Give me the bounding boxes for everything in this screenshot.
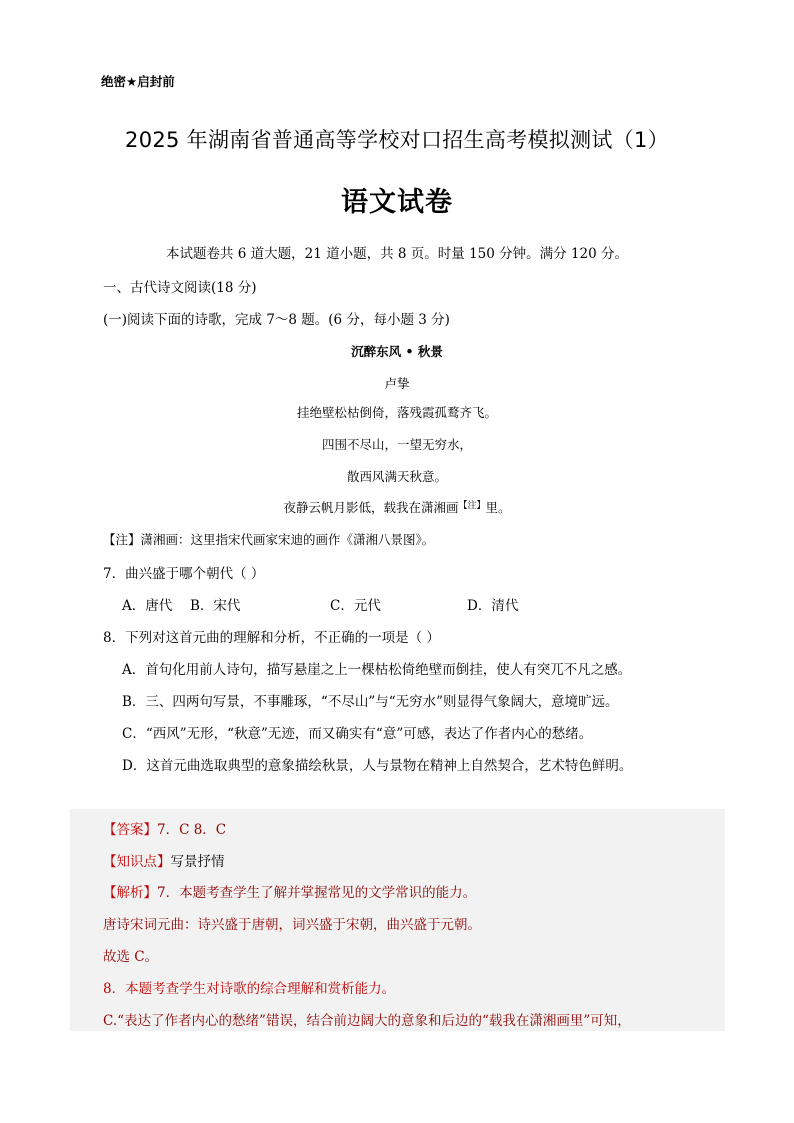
answer-line bbox=[103, 818, 226, 838]
knowledge-line bbox=[103, 850, 225, 870]
poem-author: 卢挚 bbox=[384, 376, 410, 391]
question-8-option-c: C．“西风”无形，“秋意”无迹，而又确实有“意”可感，表达了作者内心的愁绪。 bbox=[122, 726, 593, 742]
confidential-mark: 绝密★启封前 bbox=[101, 74, 175, 89]
analysis-text: 7．本题考查学生了解并掌握常见的文学常识的能力。 bbox=[157, 885, 477, 901]
knowledge-text: 写景抒情 bbox=[170, 854, 225, 870]
subject-title: 语文试卷 bbox=[341, 187, 453, 218]
exam-info: 本试题卷共 6 道大题，21 道小题，共 8 页。时量 150 分钟。满分 120 分。 bbox=[165, 246, 628, 262]
poem-line bbox=[0, 498, 794, 516]
subsection-heading: (一)阅读下面的诗歌，完成 7～8 题。(6 分，每小题 3 分) bbox=[103, 312, 450, 328]
poem-note-marker: 【注】 bbox=[458, 501, 486, 511]
poem-line-end: 里。 bbox=[485, 500, 511, 515]
question-7-option-a: A．唐代 bbox=[122, 598, 173, 614]
poem-line-text: 夜静云帆月影低，载我在潇湘画 bbox=[283, 500, 459, 515]
question-7-stem: 7．曲兴盛于哪个朝代（ ） bbox=[103, 566, 265, 582]
poem-line: 散西风满天秋意。 bbox=[346, 469, 447, 484]
analysis-line: 8．本题考查学生对诗歌的综合理解和赏析能力。 bbox=[103, 981, 396, 997]
analysis-line: 唐诗宋词元曲：诗兴盛于唐朝，词兴盛于宋朝，曲兴盛于元朝。 bbox=[103, 917, 481, 933]
exam-title: 2025 年湖南省普通高等学校对口招生高考模拟测试（1） bbox=[125, 128, 669, 152]
analysis-line bbox=[103, 881, 476, 901]
question-8-option-a: A．首句化用前人诗句，描写悬崖之上一棵枯松倚绝壁而倒挂，使人有突兀不凡之感。 bbox=[122, 662, 632, 678]
question-8-option-b: B．三、四两句写景，不事雕琢，“不尽山”与“无穷水”则显得气象阔大，意境旷远。 bbox=[122, 694, 619, 710]
question-8-option-d: D．这首元曲选取典型的意象描绘秋景，人与景物在精神上自然契合，艺术特色鲜明。 bbox=[122, 758, 633, 774]
poem-title: 沉醉东风 • 秋景 bbox=[351, 344, 443, 359]
analysis-line: 故选 C。 bbox=[103, 949, 159, 965]
analysis-line: C.“表达了作者内心的愁绪”错误，结合前边阔大的意象和后边的“载我在潇湘画里”可知， bbox=[103, 1013, 631, 1029]
poem-note: 【注】潇湘画：这里指宋代画家宋迪的画作《潇湘八景图》。 bbox=[103, 532, 435, 547]
section-heading: 一、古代诗文阅读(18 分) bbox=[103, 280, 257, 296]
knowledge-label: 【知识点】 bbox=[103, 854, 171, 870]
answer-label: 【答案】 bbox=[103, 822, 157, 838]
answer-text: 7．C 8．C bbox=[157, 822, 227, 838]
question-7-option-b: B．宋代 bbox=[190, 598, 241, 614]
analysis-label: 【解析】 bbox=[103, 885, 157, 901]
poem-line: 挂绝壁松枯倒倚，落残霞孤鹜齐飞。 bbox=[296, 405, 497, 420]
question-7-option-d: D．清代 bbox=[467, 598, 519, 614]
question-7-option-c: C．元代 bbox=[330, 598, 381, 614]
question-8-stem: 8．下列对这首元曲的理解和分析，不正确的一项是（ ） bbox=[103, 630, 440, 646]
poem-line: 四围不尽山，一望无穷水， bbox=[321, 437, 472, 452]
